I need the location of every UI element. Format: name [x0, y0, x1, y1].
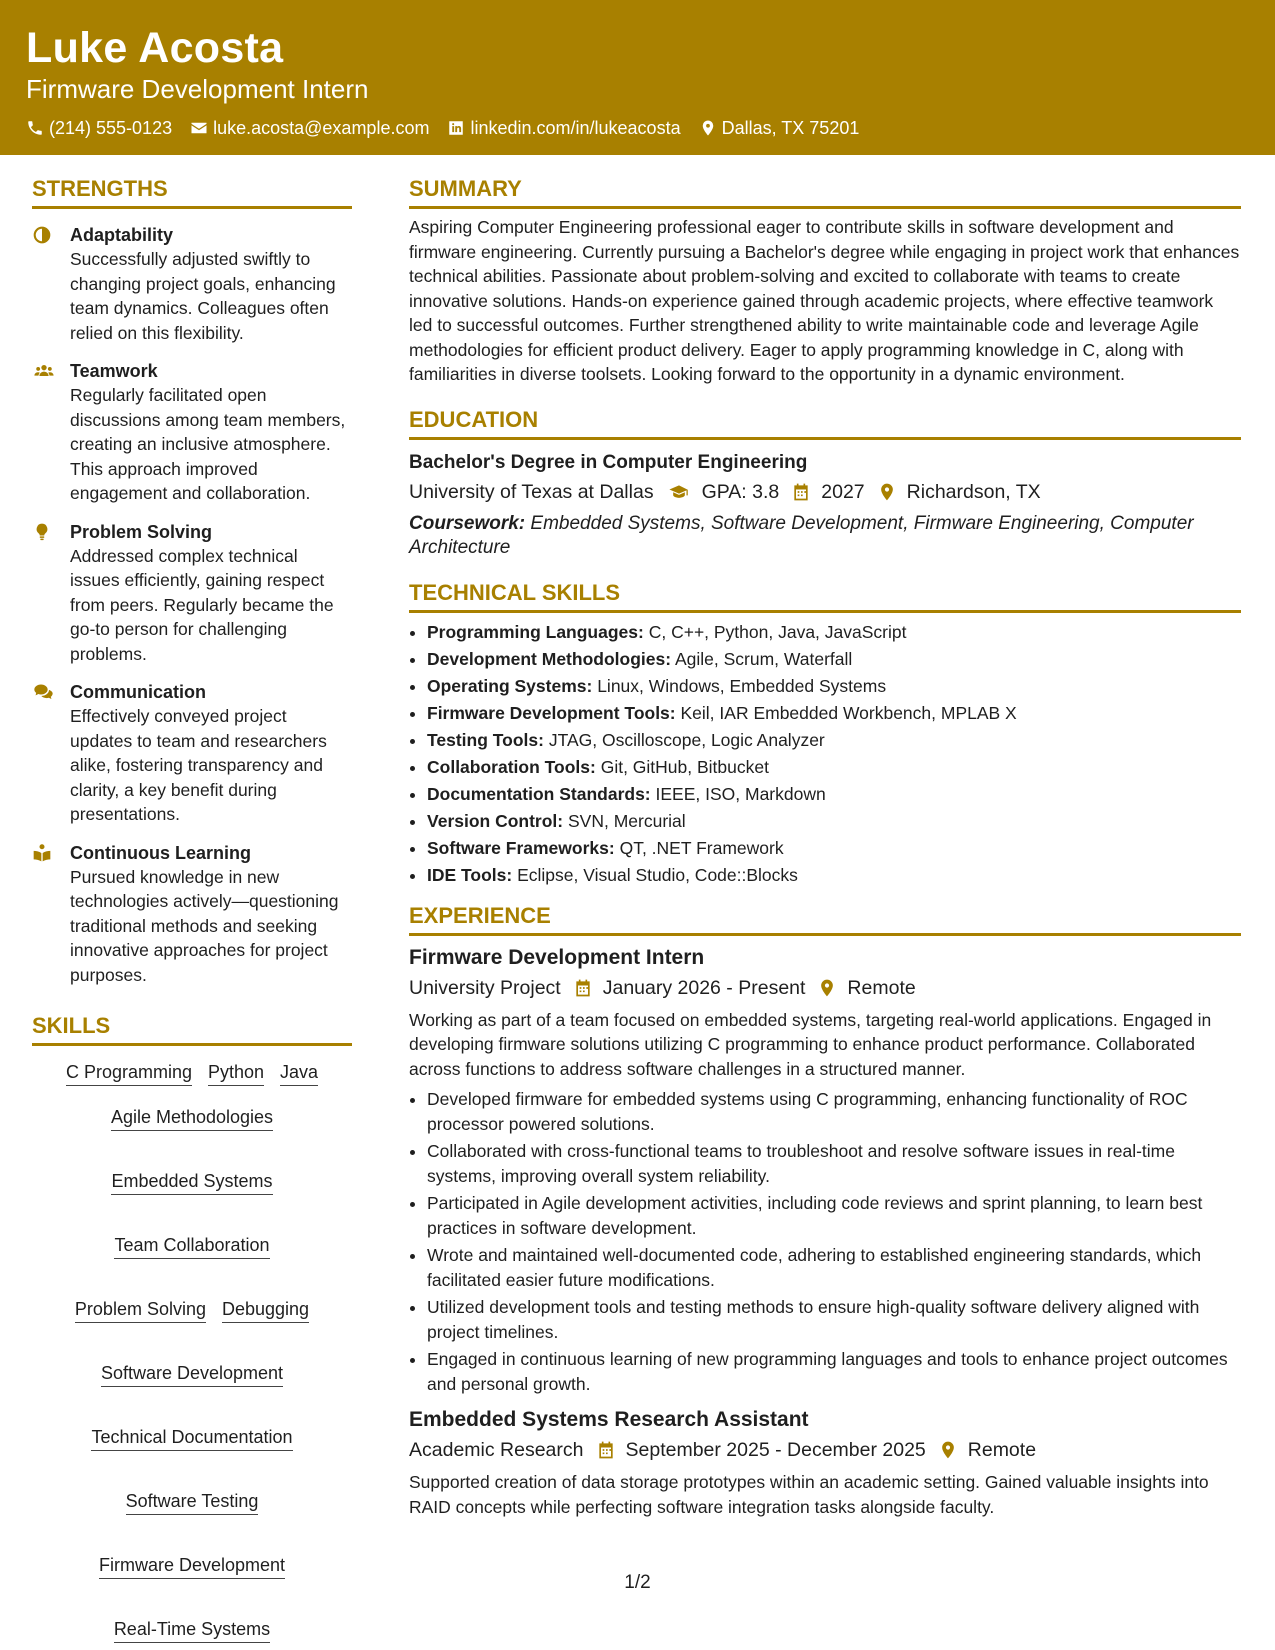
skill-tag: C Programming — [66, 1060, 192, 1086]
linkedin-icon — [447, 119, 465, 137]
skill-tag: Java — [280, 1060, 318, 1086]
job-location: Remote — [967, 1439, 1037, 1461]
coursework-list: Embedded Systems, Software Development, Firmware Engineering, Computer Architecture — [409, 512, 1194, 558]
skill-values: IEEE, ISO, Markdown — [655, 783, 826, 804]
phone-icon — [26, 119, 44, 137]
job-description: Working as part of a team focused on embedded systems, targeting real-world applications. Engaged in developing firmware solutions utilizing C programming to enhance product performance. Collaborated across functions to address software challenges in a structured manner. — [409, 1009, 1212, 1079]
list-item: • Participated in Agile development activities, including code reviews and sprint planning, to learn best practices in software development. — [427, 1191, 1241, 1240]
calendar-icon — [791, 482, 811, 502]
lightbulb-icon — [32, 522, 52, 542]
contact-linkedin[interactable] — [447, 116, 680, 140]
skill-category: Development Methodologies: — [427, 648, 672, 669]
list-item — [427, 700, 1241, 727]
skills-list — [32, 1060, 352, 1643]
technical-skills-list — [409, 619, 1241, 889]
skill-tag: Problem Solving — [75, 1297, 206, 1323]
skill-values: JTAG, Oscilloscope, Logic Analyzer — [548, 729, 825, 750]
gpa-text: GPA: 3.8 — [701, 480, 780, 503]
map-pin-icon — [699, 119, 717, 137]
list-item — [427, 781, 1241, 808]
strength-title: Communication — [70, 682, 207, 702]
half-circle-icon — [32, 225, 52, 245]
list-item: • Utilized development tools and testing methods to ensure high-quality software delivery aligned with project timelines. — [427, 1295, 1241, 1344]
strength-desc: Effectively conveyed project updates to team and researchers alike, fostering transparency and clarity, a key benefit during presentations. — [70, 706, 327, 824]
degree-title: Bachelor's Degree in Computer Engineering — [409, 451, 808, 473]
email-text[interactable]: luke.acosta@example.com — [213, 118, 430, 138]
job-title: Embedded Systems Research Assistant — [409, 1408, 809, 1431]
comments-icon — [32, 682, 55, 702]
list-item — [427, 727, 1241, 754]
candidate-title: Firmware Development Intern — [26, 74, 369, 104]
linkedin-text[interactable]: linkedin.com/in/lukeacosta — [470, 118, 681, 138]
job-dates: September 2025 - December 2025 — [625, 1439, 926, 1461]
strength-item — [32, 223, 352, 345]
skill-tag: Team Collaboration — [114, 1233, 269, 1259]
location-text: Dallas, TX 75201 — [721, 118, 860, 138]
strength-item — [32, 359, 352, 506]
skill-category: IDE Tools: — [427, 864, 513, 885]
calendar-icon — [573, 978, 593, 998]
users-icon — [32, 361, 56, 381]
school-location: Richardson, TX — [906, 480, 1041, 503]
resume-header — [0, 0, 1275, 155]
candidate-name: Luke Acosta — [26, 24, 284, 72]
strength-desc: Addressed complex technical issues efficiently, gaining respect from peers. Regularly became the go-to person for challenging problems. — [70, 545, 334, 664]
technical-skills-heading: TECHNICAL SKILLS — [409, 578, 1241, 613]
list-item — [427, 835, 1241, 862]
skill-values: Linux, Windows, Embedded Systems — [597, 675, 887, 696]
strength-item — [32, 520, 352, 667]
job-meta — [409, 1436, 1241, 1464]
skill-category: Documentation Standards: — [427, 783, 651, 804]
skill-values: C, C++, Python, Java, JavaScript — [648, 621, 907, 642]
book-reader-icon — [32, 843, 52, 863]
envelope-icon — [190, 119, 208, 137]
skills-heading: SKILLS — [32, 1011, 352, 1046]
skill-tag: Agile Methodologies — [111, 1105, 273, 1131]
contact-phone — [26, 116, 172, 140]
list-item: • Collaborated with cross-functional teams to troubleshoot and resolve software issues in real-time systems, improving overall system reliability. — [427, 1139, 1241, 1188]
experience-heading: EXPERIENCE — [409, 901, 1241, 936]
skill-values: Eclipse, Visual Studio, Code::Blocks — [517, 864, 798, 885]
job-location: Remote — [847, 976, 916, 999]
skill-values: SVN, Mercurial — [568, 810, 686, 831]
skill-values: Git, GitHub, Bitbucket — [600, 756, 769, 777]
contact-email[interactable] — [190, 116, 429, 140]
list-item — [427, 862, 1241, 889]
job-dates: January 2026 - Present — [602, 976, 806, 999]
list-item: • Developed firmware for embedded systems using C programming, enhancing functionality of ROC processor powered solutions. — [427, 1087, 1241, 1136]
skill-category: Operating Systems: — [427, 675, 593, 696]
skill-values: Keil, IAR Embedded Workbench, MPLAB X — [680, 702, 1017, 723]
skill-tag: Technical Documentation — [91, 1425, 292, 1451]
job-bullets — [409, 1087, 1241, 1396]
job-org: Academic Research — [409, 1439, 584, 1461]
map-pin-icon — [877, 482, 897, 502]
job-description: Supported creation of data storage prototypes within an academic setting. Gained valuable insights into RAID concepts while perfecting software integration tasks alongside faculty. — [409, 1472, 1209, 1517]
skill-tag: Real-Time Systems — [114, 1617, 270, 1643]
left-column — [32, 174, 352, 1643]
list-item — [427, 619, 1241, 646]
skill-category: Programming Languages: — [427, 621, 644, 642]
coursework — [409, 512, 1241, 560]
list-item — [427, 646, 1241, 673]
skill-category: Testing Tools: — [427, 729, 544, 750]
map-pin-icon — [817, 978, 837, 998]
skill-category: Firmware Development Tools: — [427, 702, 676, 723]
summary-heading: SUMMARY — [409, 174, 1241, 209]
strength-title: Teamwork — [70, 361, 158, 381]
skill-values: QT, .NET Framework — [619, 837, 784, 858]
job-meta — [409, 974, 1241, 1002]
strength-title: Continuous Learning — [70, 842, 251, 863]
contact-location — [699, 116, 860, 140]
skill-values: Agile, Scrum, Waterfall — [674, 648, 853, 669]
strengths-heading: STRENGTHS — [32, 174, 352, 209]
calendar-icon — [596, 1440, 616, 1460]
school-name: University of Texas at Dallas — [409, 480, 654, 503]
page-number: 1/2 — [624, 1572, 651, 1593]
graduation-year: 2027 — [821, 480, 865, 503]
skill-category: Version Control: — [427, 810, 564, 831]
skill-category: Software Frameworks: — [427, 837, 615, 858]
coursework-label: Coursework: — [409, 512, 526, 534]
list-item — [427, 673, 1241, 700]
strength-item — [32, 841, 352, 988]
education-heading: EDUCATION — [409, 405, 1241, 440]
skill-tag: Embedded Systems — [111, 1169, 272, 1195]
strength-title: Problem Solving — [70, 521, 213, 542]
strength-desc: Regularly facilitated open discussions among team members, creating an inclusive atmosphere. This approach improved engagement and collaboration. — [70, 385, 346, 503]
skill-tag: Software Testing — [126, 1489, 259, 1515]
phone-text: (214) 555-0123 — [49, 118, 173, 138]
skill-tag: Python — [208, 1060, 264, 1086]
strength-desc: Pursued knowledge in new technologies actively—questioning traditional methods and seeking innovative approaches for project purposes. — [70, 866, 339, 985]
list-item — [427, 808, 1241, 835]
education-meta — [409, 478, 1241, 506]
strength-desc: Successfully adjusted swiftly to changing project goals, enhancing team dynamics. Colleagues often relied on this flexibility. — [70, 249, 336, 343]
summary-text: Aspiring Computer Engineering professional eager to contribute skills in software development and firmware engineering. Currently pursuing a Bachelor's degree while engaging in project work that enhances technical abilities. Passionate about problem-solving and excited to collaborate with teams to create innovative solutions. Hands-on experience gained through academic projects, where effective teamwork led to successful outcomes. Further strengthened ability to write maintainable code and leverage Agile methodologies for efficient product delivery. Eager to apply programming knowledge in C, along with familiarities in diverse toolsets. Looking forward to the opportunity in a dynamic environment. — [409, 217, 1240, 384]
list-item: • Wrote and maintained well-documented code, adhering to established engineering standards, which facilitated easier future modifications. — [427, 1243, 1241, 1292]
strength-item — [32, 680, 352, 827]
skill-tag: Software Development — [101, 1361, 283, 1387]
skill-tag: Debugging — [222, 1297, 309, 1323]
skill-category: Collaboration Tools: — [427, 756, 596, 777]
job-org: University Project — [409, 976, 561, 999]
strength-title: Adaptability — [70, 225, 174, 245]
graduation-cap-icon — [666, 482, 692, 502]
contact-bar — [26, 116, 1249, 140]
job-title: Firmware Development Intern — [409, 945, 705, 969]
skill-tag: Firmware Development — [99, 1553, 285, 1579]
list-item — [427, 754, 1241, 781]
right-column — [409, 174, 1241, 1519]
list-item: • Engaged in continuous learning of new programming languages and tools to enhance project outcomes and personal growth. — [427, 1347, 1241, 1396]
map-pin-icon — [938, 1440, 958, 1460]
